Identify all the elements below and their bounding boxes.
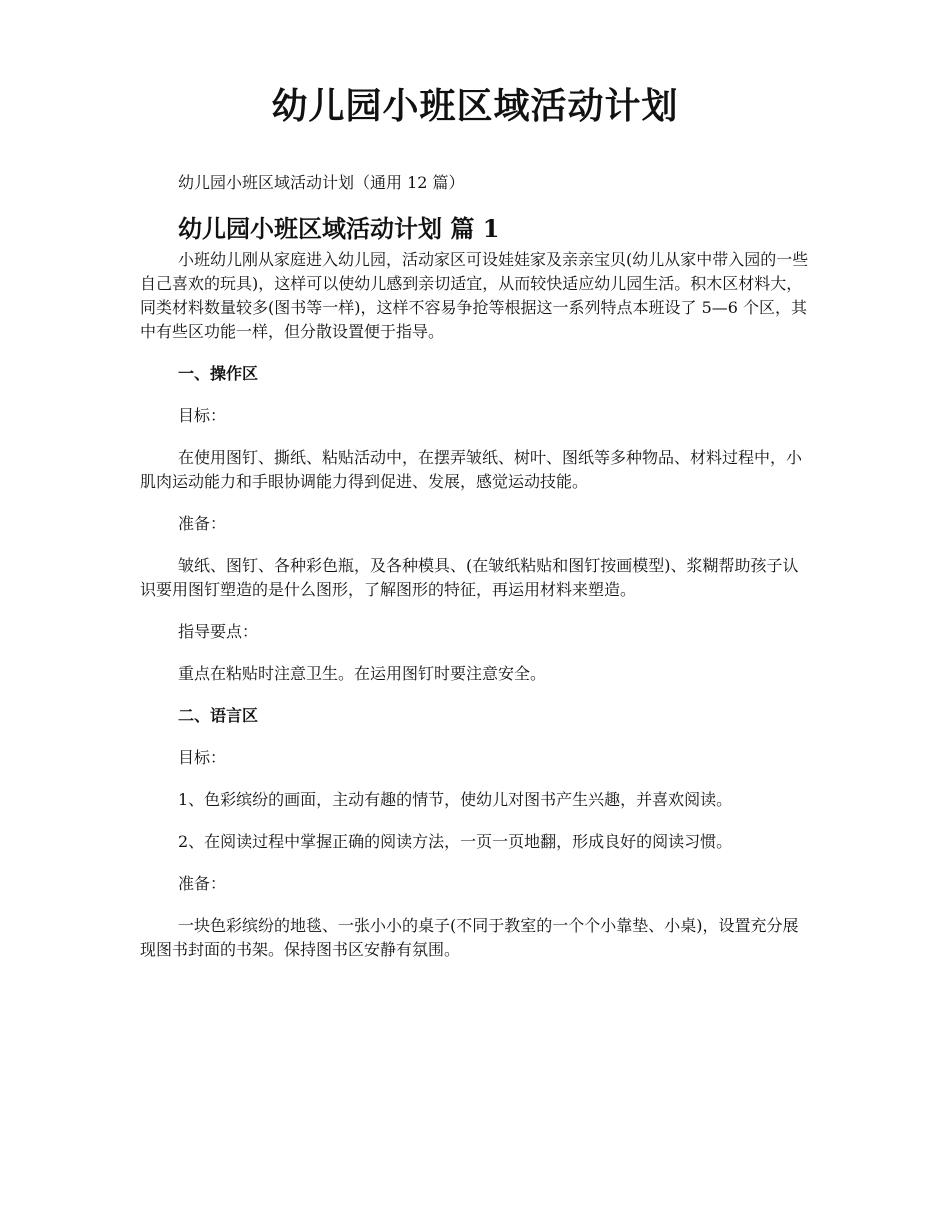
heading-operation-area: 一、操作区 <box>178 364 259 383</box>
paragraph: 皱纸、图钉、各种彩色瓶，及各种模具、(在皱纸粘贴和图钉按画模型)、浆糊帮助孩子认识要用图钉塑造的是什么图形，了解图形的特征，再运用材料来塑造。 <box>140 556 799 599</box>
heading-language-area: 二、语言区 <box>178 706 259 725</box>
document-body <box>140 248 812 962</box>
document-subtitle: 幼儿园小班区域活动计划（通用 12 篇） <box>178 173 465 192</box>
document-title: 幼儿园小班区域活动计划 <box>271 85 679 127</box>
section-heading: 幼儿园小班区域活动计划 篇 1 <box>178 214 500 243</box>
paragraph: 重点在粘贴时注意卫生。在运用图钉时要注意安全。 <box>178 664 547 683</box>
label-guidance-points: 指导要点： <box>178 622 259 641</box>
list-item: 2、在阅读过程中掌握正确的阅读方法，一页一页地翻，形成良好的阅读习惯。 <box>178 832 733 851</box>
intro-paragraph: 小班幼儿刚从家庭进入幼儿园，活动家区可设娃娃家及亲亲宝贝(幼儿从家中带入园的一些自己喜欢的玩具)，这样可以使幼儿感到亲切适宜，从而较快适应幼儿园生活。积木区材料大，同类材料数量较多(图书等一样)，这样不容易争抢等根据这一系列特点本班设了 5—6 个区，其中有些区功能一样，但分散设置便于指导。 <box>140 250 809 341</box>
list-item: 1、色彩缤纷的画面，主动有趣的情节，使幼儿对图书产生兴趣，并喜欢阅读。 <box>178 790 733 809</box>
label-goal: 目标： <box>178 748 227 767</box>
label-goal: 目标： <box>178 406 227 425</box>
label-preparation: 准备： <box>178 874 227 893</box>
paragraph: 一块色彩缤纷的地毯、一张小小的桌子(不同于教室的一个个小靠垫、小桌)，设置充分展现图书封面的书架。保持图书区安静有氛围。 <box>140 916 799 959</box>
paragraph: 在使用图钉、撕纸、粘贴活动中，在摆弄皱纸、树叶、图纸等多种物品、材料过程中，小肌肉运动能力和手眼协调能力得到促进、发展，感觉运动技能。 <box>140 448 803 491</box>
label-preparation: 准备： <box>178 514 227 533</box>
